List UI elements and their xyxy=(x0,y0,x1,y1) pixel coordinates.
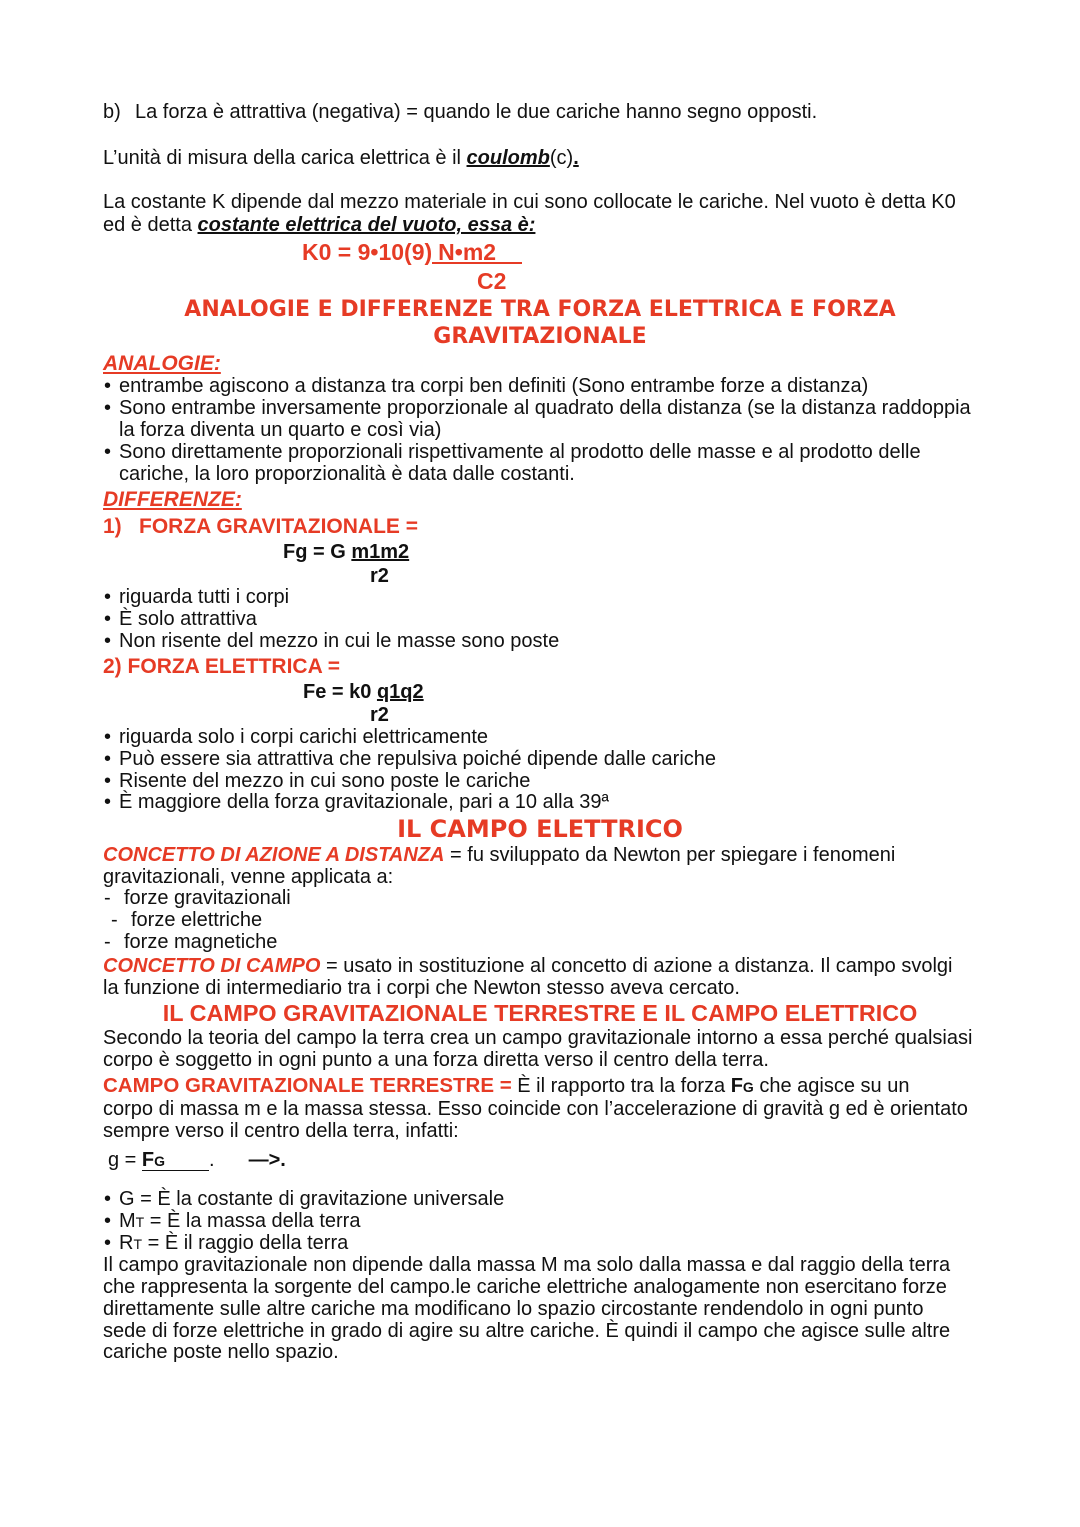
action-at-distance-text: = fu sviluppato da Newton per spiegare i fenomeni xyxy=(450,844,896,866)
k0-formula-numerator: N•m2 xyxy=(432,242,522,264)
gravitational-item: • Non risente del mezzo in cui le masse sono poste xyxy=(104,630,559,652)
field-concept-line-1 xyxy=(103,955,952,977)
electric-formula-denominator: r2 xyxy=(370,704,389,726)
definition-line-3: sempre verso il centro della terra, infatti: xyxy=(103,1120,459,1142)
constant-line-1: La costante K dipende dal mezzo materiale in cui sono collocate le cariche. Nel vuoto è detta K0 xyxy=(103,191,956,213)
conclusion-line: direttamente sulle altre cariche ma modificano lo spazio circostante rendendolo in ogni punto xyxy=(103,1298,924,1320)
action-at-distance-line-1 xyxy=(103,844,895,866)
g-formula-arrow: —>. xyxy=(248,1149,286,1171)
k0-formula-lhs: K0 = 9•10(9) xyxy=(302,239,433,265)
item-b-text: La forza è attrattiva (negativa) = quando le due cariche hanno segno opposti. xyxy=(135,101,818,123)
field-concept-line-2: la funzione di intermediario tra i corpi che Newton stesso aveva cercato. xyxy=(103,977,740,999)
g-formula-dot: . xyxy=(209,1149,215,1171)
gravitational-formula xyxy=(283,541,409,563)
k0-formula-denominator: C2 xyxy=(477,268,507,294)
g-formula-lhs: g = xyxy=(108,1149,137,1171)
gravitational-force-label: FORZA GRAVITAZIONALE = xyxy=(139,515,419,538)
g-formula xyxy=(108,1149,286,1171)
gravitational-field-title: IL CAMPO GRAVITAZIONALE TERRESTRE E IL CAMPO ELETTRICO xyxy=(162,1000,918,1026)
analogy-item-continuation: la forza diventa un quarto e così via) xyxy=(119,419,442,441)
legend-symbol: M xyxy=(119,1210,136,1232)
legend-item xyxy=(104,1232,348,1255)
analogy-item-continuation: cariche, la loro proporzionalità è data dalle costanti. xyxy=(119,463,575,485)
unit-symbol: (c) xyxy=(549,147,574,169)
force-type-label: forze elettriche xyxy=(131,909,263,931)
force-type-item: - forze magnetiche xyxy=(104,931,277,953)
analogy-item: • Sono entrambe inversamente proporzionale al quadrato della distanza (se la distanza raddoppia xyxy=(104,397,971,419)
gravitational-formula-denominator: r2 xyxy=(370,565,389,587)
legend-symbol-sub: T xyxy=(133,1236,143,1252)
electric-formula xyxy=(303,681,424,703)
gravitational-force-title xyxy=(103,515,418,539)
legend-text: = È la costante di gravitazione universale xyxy=(140,1188,505,1210)
definition-line-2: corpo di massa m e la massa stessa. Esso coincide con l’accelerazione di gravità g ed è orientato xyxy=(103,1098,968,1120)
electric-item: • Può essere sia attrattiva che repulsiva poiché dipende dalle cariche xyxy=(104,748,716,770)
electric-force-marker: 2) xyxy=(103,655,122,678)
electric-force-label: FORZA ELETTRICA = xyxy=(127,655,341,678)
g-formula-numerator-sub: G xyxy=(154,1153,166,1169)
k0-formula-numerator-line xyxy=(302,239,522,265)
action-at-distance-line-2: gravitazionali, venne applicata a: xyxy=(103,866,394,888)
electric-formula-numerator: q1q2 xyxy=(376,681,424,703)
section-title-line-2: GRAVITAZIONALE xyxy=(433,324,647,349)
section-title-line-1: ANALOGIE E DIFFERENZE TRA FORZA ELETTRICA E FORZA xyxy=(184,297,896,322)
electric-field-title: IL CAMPO ELETTRICO xyxy=(397,815,683,843)
gravitational-item: • riguarda tutti i corpi xyxy=(104,586,289,608)
force-symbol-main: F xyxy=(730,1075,743,1097)
electric-formula-lhs: Fe = k0 xyxy=(303,681,372,703)
electric-item: • riguarda solo i corpi carichi elettricamente xyxy=(104,726,488,748)
action-at-distance-term: CONCETTO DI AZIONE A DISTANZA xyxy=(103,844,445,866)
unit-line xyxy=(103,147,579,169)
electric-item: • Risente del mezzo in cui sono poste le cariche xyxy=(104,770,530,792)
legend-item xyxy=(104,1210,360,1233)
electric-force-title xyxy=(103,655,340,679)
definition-line-1 xyxy=(103,1075,909,1098)
vacuum-constant-term: costante elettrica del vuoto, essa è: xyxy=(197,214,536,236)
definition-term: CAMPO GRAVITAZIONALE TERRESTRE = xyxy=(103,1074,512,1097)
definition-text-before: È il rapporto tra la forza xyxy=(517,1075,726,1097)
constant-line-2-prefix: ed è detta xyxy=(103,214,192,236)
legend-text: = È il raggio della terra xyxy=(147,1232,349,1254)
coulomb-term: coulomb xyxy=(466,147,550,169)
definition-text-after: che agisce su un xyxy=(759,1075,910,1097)
field-concept-term: CONCETTO DI CAMPO xyxy=(103,955,321,977)
item-b-line xyxy=(103,101,817,123)
constant-line-2 xyxy=(103,214,535,236)
conclusion-line: Il campo gravitazionale non dipende dalla massa M ma solo dalla massa e dal raggio della terra xyxy=(103,1254,951,1276)
electric-item: • È maggiore della forza gravitazionale, pari a 10 alla 39ª xyxy=(104,791,609,813)
gravitational-intro-line: corpo è soggetto in ogni punto a una forza diretta verso il centro della terra. xyxy=(103,1049,769,1071)
legend-item xyxy=(104,1188,504,1210)
conclusion-line: cariche poste nello spazio. xyxy=(103,1341,339,1363)
differences-heading: DIFFERENZE: xyxy=(103,488,242,511)
force-type-item xyxy=(104,909,262,931)
force-type-item: - forze gravitazionali xyxy=(104,887,291,909)
legend-symbol: R xyxy=(119,1232,134,1254)
conclusion-line: sede di forze elettriche in grado di agire su altre cariche. È quindi il campo che agisce sulle altre xyxy=(103,1320,951,1342)
legend-symbol-sub: T xyxy=(135,1214,145,1230)
analogy-item: • Sono direttamente proporzionali rispettivamente al prodotto delle masse e al prodotto delle xyxy=(104,441,921,463)
legend-symbol: G xyxy=(119,1188,135,1210)
gravitational-formula-lhs: Fg = G xyxy=(283,541,346,563)
gravitational-item: • È solo attrattiva xyxy=(104,608,257,630)
g-formula-numerator-main: F xyxy=(141,1149,155,1171)
analogies-heading: ANALOGIE: xyxy=(103,352,221,375)
legend-text: = È la massa della terra xyxy=(149,1210,361,1232)
force-symbol-sub: G xyxy=(742,1079,754,1095)
gravitational-force-marker: 1) xyxy=(103,515,122,538)
conclusion-line: che rappresenta la sorgente del campo.le cariche elettriche analogamente non esercitano forze xyxy=(103,1276,947,1298)
item-b-marker: b) xyxy=(103,101,121,123)
g-formula-numerator xyxy=(142,1151,209,1171)
gravitational-intro-line: Secondo la teoria del campo la terra crea un campo gravitazionale intorno a essa perché qualsiasi xyxy=(103,1027,973,1049)
unit-prefix: L’unità di misura della carica elettrica è il xyxy=(103,147,461,169)
gravitational-formula-numerator: m1m2 xyxy=(351,541,410,563)
field-concept-text: = usato in sostituzione al concetto di azione a distanza. Il campo svolgi xyxy=(325,955,953,977)
unit-end: . xyxy=(573,147,579,169)
analogy-item: • entrambe agiscono a distanza tra corpi ben definiti (Sono entrambe forze a distanza) xyxy=(104,375,868,397)
